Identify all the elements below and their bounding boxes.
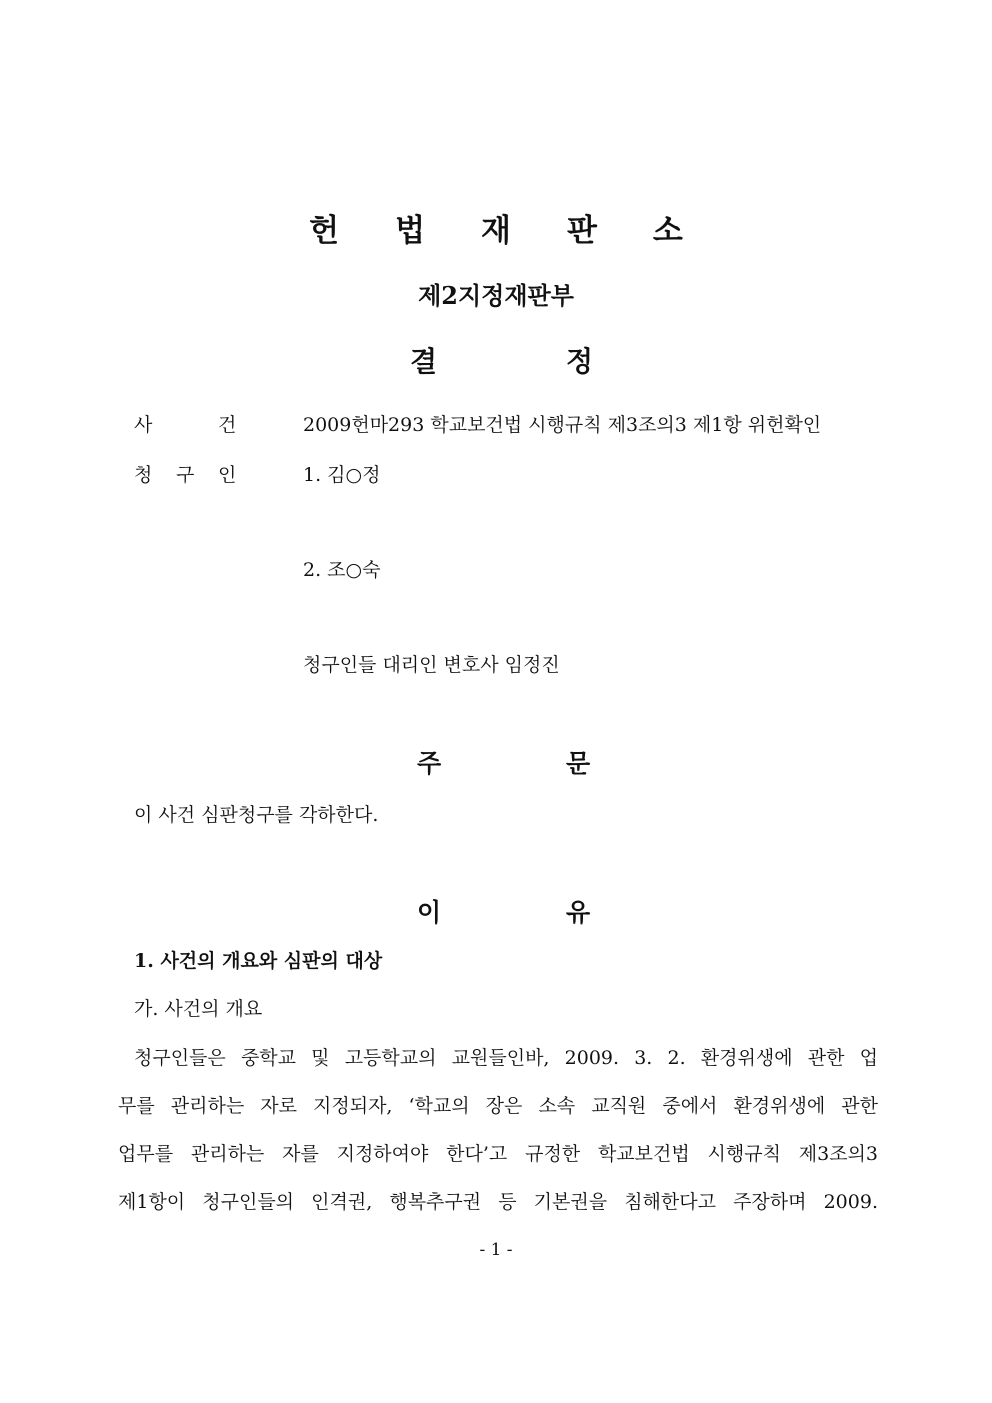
order-text: 이 사건 심판청구를 각하한다. (134, 804, 379, 826)
court-name-char: 소 (652, 213, 683, 249)
paragraph-line: 업무를 관리하는 자를 지정하여야 한다’고 규정한 학교보건법 시행규칙 제3조의3 (118, 1143, 878, 1165)
paragraph-line: 제1항이 청구인들의 인격권, 행복추구권 등 기본권을 침해한다고 주장하며 2009. (118, 1191, 878, 1213)
petitioner-item: 2. 조○숙 (303, 559, 381, 581)
case-value: 2009헌마293 학교보건법 시행규칙 제3조의3 제1항 위헌확인 (303, 414, 822, 436)
court-name-char: 판 (566, 213, 597, 249)
court-name-char: 재 (481, 213, 511, 249)
reasons-heading-char: 유 (566, 898, 591, 927)
order-heading-char: 주 (417, 749, 442, 778)
order-heading-char: 문 (566, 749, 591, 778)
bench-title: 제2지정재판부 (418, 281, 574, 310)
reasons-heading-char: 이 (417, 898, 442, 927)
counsel: 청구인들 대리인 변호사 임정진 (303, 654, 560, 676)
paragraph-line: 무를 관리하는 자로 지정되자, ‘학교의 장은 소속 교직원 중에서 환경위생에 관한 (118, 1095, 878, 1117)
doc-type-char: 결 (410, 345, 438, 378)
subsection-a-title: 가. 사건의 개요 (134, 998, 263, 1020)
section-1-title: 1. 사건의 개요와 심판의 대상 (134, 950, 383, 972)
paragraph-line: 청구인들은 중학교 및 고등학교의 교원들인바, 2009. 3. 2. 환경위생에 관한 업 (134, 1047, 878, 1069)
doc-type-char: 정 (566, 345, 594, 378)
court-name (0, 205, 992, 250)
court-name-char: 헌 (309, 213, 340, 249)
page-number: - 1 - (479, 1240, 513, 1260)
court-name-char: 법 (395, 213, 426, 249)
petitioner-item: 1. 김○정 (303, 464, 381, 486)
